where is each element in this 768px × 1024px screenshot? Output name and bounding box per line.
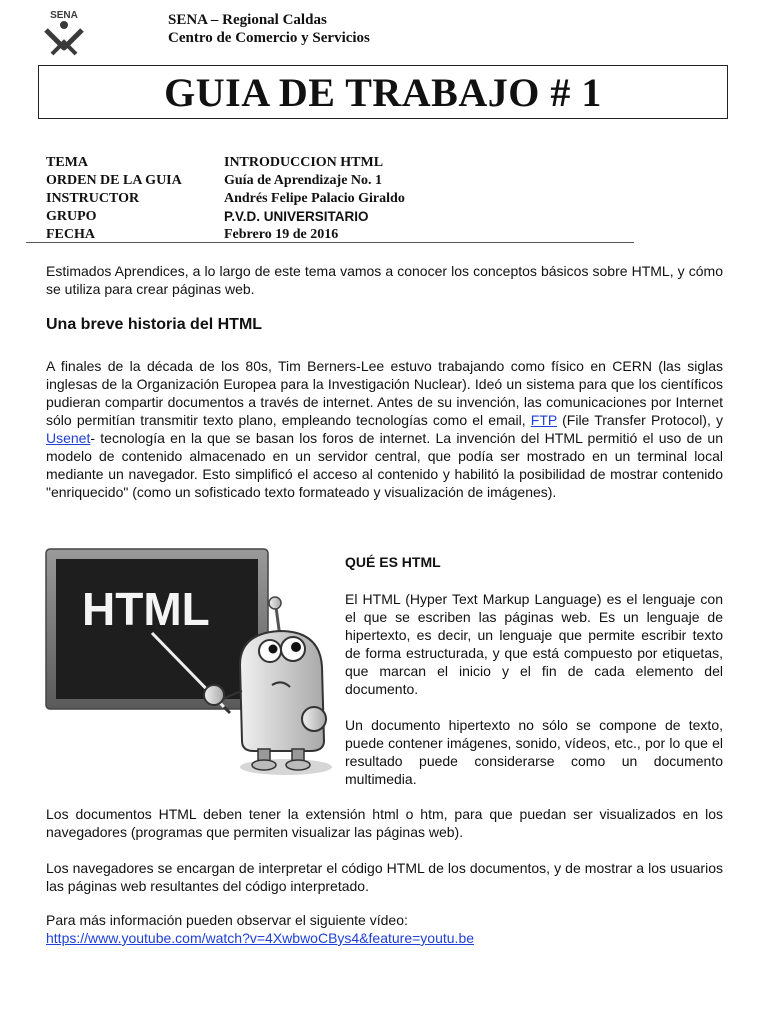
org-line-1: SENA – Regional Caldas <box>168 12 327 28</box>
org-line-2: Centro de Comercio y Servicios <box>168 30 370 46</box>
history-text-1: A finales de la década de los 80s, Tim Berners-Lee estuvo trabajando como físico en CERN (las siglas inglesas de la Organización Europea para la Investigación Nuclear). Ideó un sistema para que los científicos pudieran compartir documentos a través de internet. Antes de su invención, las comunicaciones por Internet sólo permitían transmitir texto plano, empleando tecnologías como el email, <box>46 358 723 428</box>
board-html-text: HTML <box>82 583 210 635</box>
extension-paragraph: Los documentos HTML deben tener la extensión html o htm, para que puedan ser visualizados en los navegadores (programas que permiten visualizar las páginas web). <box>46 806 723 840</box>
browsers-paragraph: Los navegadores se encargan de interpretar el código HTML de los documentos, y de mostrar a los usuarios las páginas web resultantes del código interpretado. <box>46 860 723 894</box>
ftp-link[interactable]: FTP <box>530 412 557 428</box>
section-heading-history: Una breve historia del HTML <box>46 316 263 333</box>
section-heading-que-es-html: QUÉ ES HTML <box>345 554 441 570</box>
youtube-video-link[interactable]: https://www.youtube.com/watch?v=4XwbwoCBys4&feature=youtu.be <box>46 930 475 946</box>
meta-value: Febrero 19 de 2016 <box>224 227 339 242</box>
meta-value: Andrés Felipe Palacio Giraldo <box>224 191 405 206</box>
history-text-2: (File Transfer Protocol), y <box>556 412 723 428</box>
history-paragraph <box>46 357 723 501</box>
sena-logo <box>38 8 90 58</box>
meta-value: INTRODUCCION HTML <box>224 155 384 170</box>
meta-label: FECHA <box>46 227 95 242</box>
meta-row-grupo <box>46 208 646 226</box>
meta-value: Guía de Aprendizaje No. 1 <box>224 173 383 188</box>
que-es-html-paragraph-2: Un documento hipertexto no sólo se compone de texto, puede contener imágenes, sonido, vídeos, etc., por lo que el resultado puede considerarse como un documento multimedia. <box>345 717 723 787</box>
meta-value: P.V.D. UNIVERSITARIO <box>224 209 369 224</box>
meta-label: GRUPO <box>46 209 97 224</box>
history-text-3: - tecnología en la que se basan los foros de internet. La invención del HTML permitió el uso de un modelo de contenido almacenado en un servidor central, que podía ser mostrado en un terminal local mediante un navegador. Esto simplificó el acceso al contenido y habilitó la posibilidad de mostrar contenido "enriquecido" (como un sofisticado texto formateado y visualización de imágenes). <box>46 430 723 500</box>
sena-logo-text: SENA <box>50 10 78 21</box>
html-robot-illustration <box>44 545 336 777</box>
meta-label: TEMA <box>46 155 88 170</box>
meta-row-tema <box>46 154 646 172</box>
intro-paragraph: Estimados Aprendices, a lo largo de este tema vamos a conocer los conceptos básicos sobre HTML, y cómo se utiliza para crear páginas web. <box>46 263 723 297</box>
usenet-link[interactable]: Usenet <box>46 430 91 446</box>
meta-row-instructor <box>46 190 646 208</box>
meta-label: ORDEN DE LA GUIA <box>46 173 182 188</box>
guide-metadata <box>46 154 646 244</box>
video-link-wrapper <box>46 929 723 947</box>
que-es-html-paragraph-1: El HTML (Hyper Text Markup Language) es el lenguaje con el que se escriben las páginas web. Es un lenguaje de hipertexto, es decir, un lenguaje que permite escribir texto de forma estructurada, y que está compuesto por etiquetas, que marcan el inicio y el fin de cada elemento del documento. <box>345 591 723 697</box>
document-title: GUIA DE TRABAJO # 1 <box>38 65 728 119</box>
organization-header <box>168 11 370 47</box>
more-info-text: Para más información pueden observar el siguiente vídeo: <box>46 912 408 928</box>
metadata-divider <box>26 242 634 243</box>
meta-label: INSTRUCTOR <box>46 191 140 206</box>
meta-row-orden <box>46 172 646 190</box>
